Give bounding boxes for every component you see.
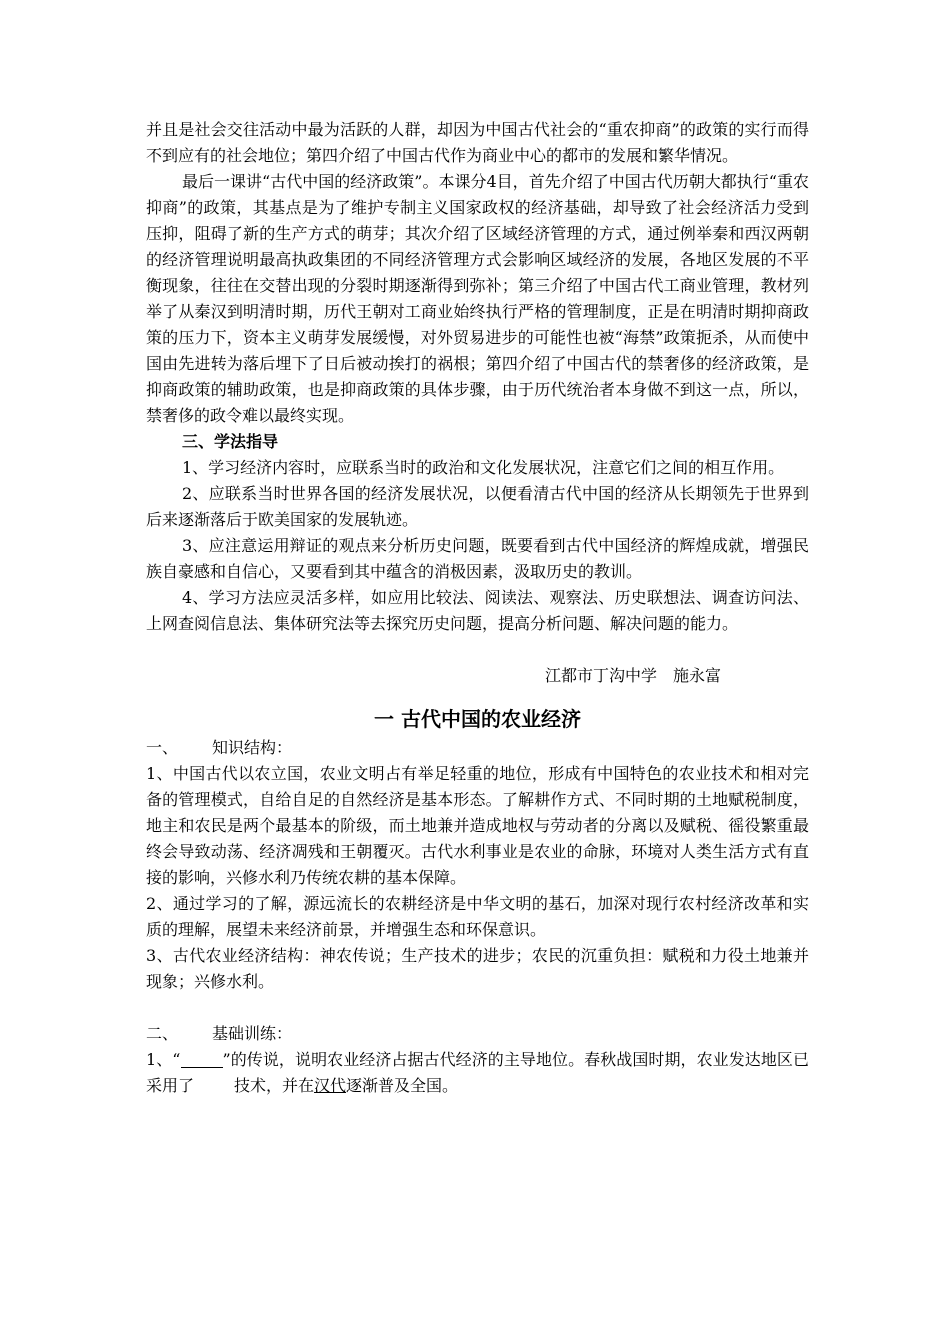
study-method-item-1: 1、学习经济内容时，应联系当时的政治和文化发展状况，注意它们之间的相互作用。	[182, 458, 785, 477]
question-text: 逐渐普及全国。	[346, 1076, 459, 1095]
fill-in-blank[interactable]	[181, 1049, 223, 1068]
question-1	[146, 1047, 809, 1099]
study-method-item-2: 2、应联系当时世界各国的经济发展状况，以便看清古代中国的经济从长期领先于世界到后来逐渐落后于欧美国家的发展轨迹。	[146, 484, 809, 529]
section-label: 知识结构：	[212, 738, 293, 757]
author-signature: 江都市丁沟中学 施永富	[544, 666, 721, 685]
paragraph-last-lesson: 最后一课讲“古代中国的经济政策”。本课分4目，首先介绍了中国古代历朝大都执行“重农抑商”的政策，其基点是为了维护专制主义国家政权的经济基础，却导致了社会经济活力受到压抑，阻碍了新的生产方式的萌芽；其次介绍了区域经济管理的方式，通过例举秦和西汉两朝的经济管理说明最高执政集团的不同经济管理方式会影响区域经济的发展，各地区发展的不平衡现象，往往在交替出现的分裂时期逐渐得到弥补；第三介绍了中国古代工商业管理，教材列举了从秦汉到明清时期，历代王朝对工商业始终执行严格的管理制度，正是在明清时期抑商政策的压力下，资本主义萌芽发展缓慢，对外贸易进步的可能性也被“海禁”政策扼杀，从而使中国由先进转为落后埋下了日后被动挨打的祸根；第四介绍了中国古代的禁奢侈的经济政策，是抑商政策的辅助政策，也是抑商政策的具体步骤，由于历代统治者本身做不到这一点，所以，禁奢侈的政令难以最终实现。	[146, 172, 809, 425]
knowledge-item-3: 3、古代农业经济结构：神农传说；生产技术的进步；农民的沉重负担：赋税和力役土地兼并现象；兴修水利。	[146, 946, 809, 991]
section-heading-knowledge	[146, 735, 809, 761]
knowledge-item-2: 2、通过学习的了解，源远流长的农耕经济是中华文明的基石，加深对现行农村经济改革和实质的理解，展望未来经济前景，并增强生态和环保意识。	[146, 894, 809, 939]
blank-line	[146, 995, 809, 1021]
section-number: 二、	[146, 1024, 179, 1043]
question-text: 1、“	[146, 1050, 181, 1069]
question-text: ”的传说，说明农业经济占据古代经济的主导地位。春秋战国时期，农业发达地区已采用了	[146, 1050, 809, 1095]
study-method-item-3: 3、应注意运用辩证的观点来分析历史问题，既要看到古代中国经济的辉煌成就，增强民族自豪感和自信心，又要看到其中蕴含的消极因素，汲取历史的教训。	[146, 536, 809, 581]
study-method-item-4: 4、学习方法应灵活多样，如应用比较法、阅读法、观察法、历史联想法、调查访问法、上网查阅信息法、集体研究法等去探究历史问题，提高分析问题、解决问题的能力。	[146, 588, 809, 633]
section-label: 基础训练：	[212, 1024, 293, 1043]
knowledge-item-1: 1、中国古代以农立国，农业文明占有举足轻重的地位，形成有中国特色的农业技术和相对完备的管理模式，自给自足的自然经济是基本形态。了解耕作方式、不同时期的土地赋税制度，地主和农民是两个最基本的阶级，而土地兼并造成地权与劳动者的分离以及赋税、徭役繁重最终会导致动荡、经济凋残和王朝覆灭。古代水利事业是农业的命脉，环境对人类生活方式有直接的影响，兴修水利乃传统农耕的基本保障。	[146, 764, 809, 887]
section-number: 一、	[146, 738, 179, 757]
paragraph-intro-tail: 并且是社会交往活动中最为活跃的人群，却因为中国古代社会的“重农抑商”的政策的实行而得不到应有的社会地位；第四介绍了中国古代作为商业中心的都市的发展和繁华情况。	[146, 120, 809, 165]
lesson-title: 一 古代中国的农业经济	[374, 707, 581, 731]
question-text: 技术，并在	[234, 1076, 315, 1095]
section-heading-study-method: 三、学法指导	[182, 432, 279, 451]
section-heading-training	[146, 1021, 809, 1047]
underlined-answer: 汉代	[314, 1076, 347, 1095]
